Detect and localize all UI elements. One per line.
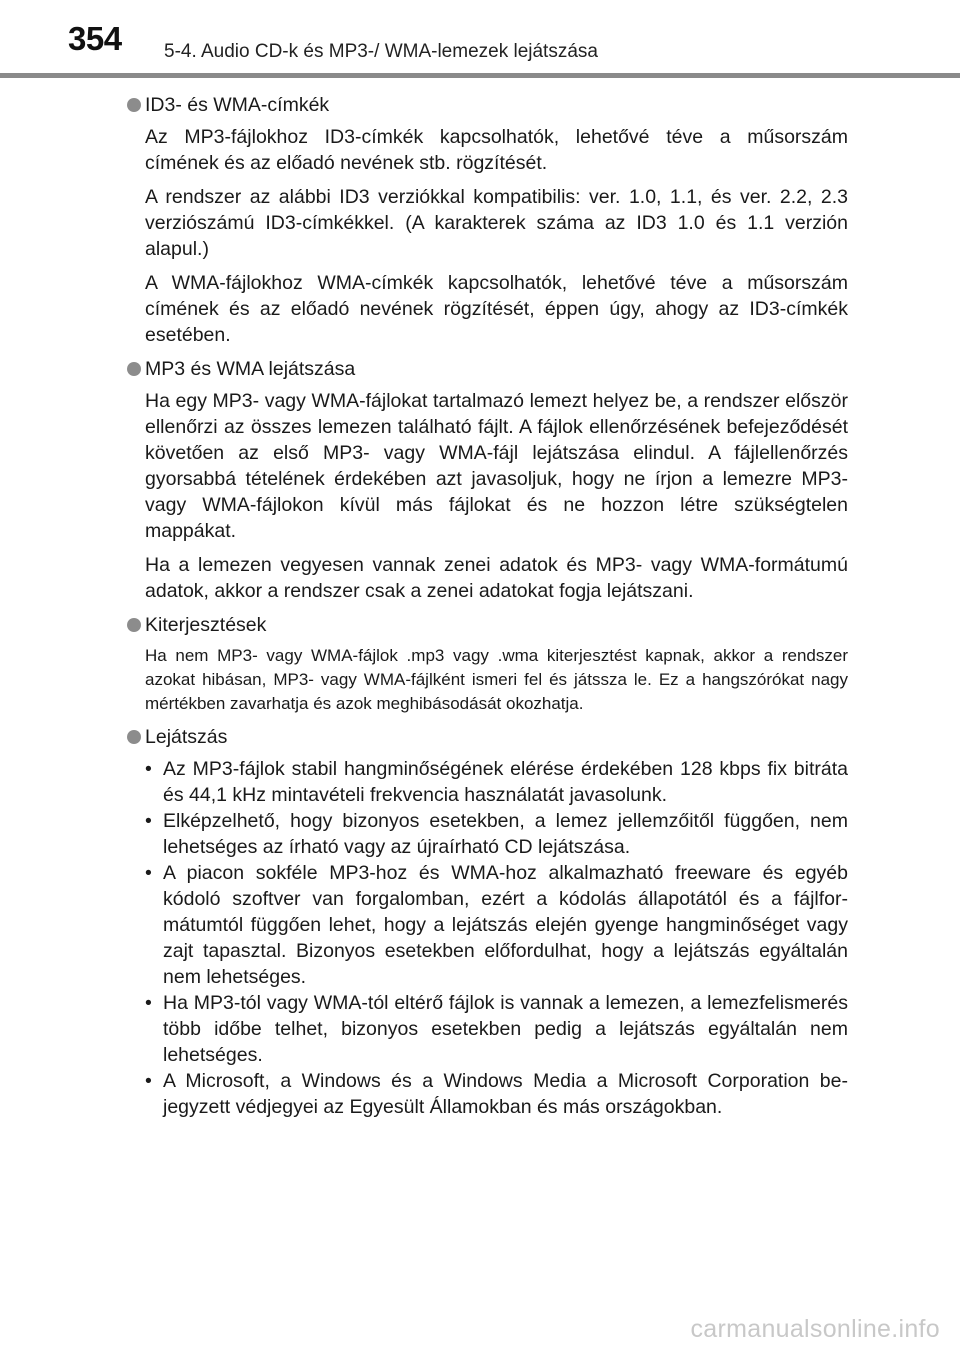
page-header (0, 0, 960, 78)
section-id3-wma-tags (111, 92, 848, 348)
paragraph: Ha a lemezen vegyesen vannak zenei adatok és MP3- vagy WMA-formátumú adatok, akkor a rendszer csak a zenei adatokat fogja lejátszani. (145, 554, 848, 602)
list-item-text: Elképzelhető, hogy bizonyos esetekben, a lemez jellemzőitől függően, nem lehetséges az írható vagy az újraírható CD lejátszása. (163, 810, 848, 858)
section-heading (111, 612, 848, 638)
list-bullet: • (145, 810, 152, 832)
page-content (111, 92, 848, 1128)
paragraph: A WMA-fájlokhoz WMA-címkék kapcsolhatók, lehetővé téve a műsorszám címének és az előadó nevének rögzítését, éppen úgy, ahogy az ID3-címkék esetében. (145, 272, 848, 346)
section-extensions (111, 612, 848, 716)
list-item (145, 1068, 848, 1120)
bullet-dot-icon (127, 362, 141, 376)
section-heading (111, 356, 848, 382)
list-item (145, 860, 848, 990)
section-heading-text: ID3- és WMA-címkék (145, 94, 330, 116)
list-bullet: • (145, 1070, 152, 1092)
list-bullet: • (145, 992, 152, 1014)
section-heading-text: MP3 és WMA lejátszása (145, 358, 356, 380)
list-item (145, 808, 848, 860)
list-item-text: Ha MP3-tól vagy WMA-tól eltérő fájlok is vannak a lemezen, a lemezfelismerés több időbe telhet, bizonyos esetekben pedig a lejátszás egyáltalán nem lehetséges. (163, 992, 848, 1066)
chapter-title: 5-4. Audio CD-k és MP3-/ WMA-lemezek lejátszása (164, 41, 598, 62)
section-heading-text: Kiterjesztések (145, 614, 267, 636)
list-item-text: A Microsoft, a Windows és a Windows Media a Microsoft Corporation bejegyzett védjegyei az Egyesült Államokban és más országokban. (163, 1070, 848, 1118)
bullet-dot-icon (127, 98, 141, 112)
bullet-dot-icon (127, 618, 141, 632)
header-divider (0, 73, 960, 78)
section-heading (111, 92, 848, 118)
watermark: carmanualsonline.info (690, 1315, 940, 1343)
section-mp3-wma-playback (111, 356, 848, 604)
paragraph: Ha egy MP3- vagy WMA-fájlokat tartalmazó lemezt helyez be, a rendszer először ellenőrzi az összes lemezen található fájlt. A fájlok ellenőrzésének befejeződését követően az első MP3- vagy WMA-fájl lejátszása elindul. A fájlellenőrzés gyorsabbá tételének érdekében azt javasoljuk, hogy ne írjon a lemezre MP3- vagy WMA-fájlokon kívül más fájlokat és ne hozzon létre szükségtelen mappákat. (145, 390, 848, 542)
section-playback (111, 724, 848, 1120)
list-bullet: • (145, 862, 152, 884)
bullet-dot-icon (127, 730, 141, 744)
list-item (145, 756, 848, 808)
list-item (145, 990, 848, 1068)
paragraph: Az MP3-fájlokhoz ID3-címkék kapcsolhatók, lehetővé téve a műsorszám címének és az előadó nevének stb. rögzítését. (145, 126, 848, 174)
list-item-text: A piacon sokféle MP3-hoz és WMA-hoz alkalmazható freeware és egyéb kódoló szoftver van forgalomban, ezért a kódolás állapotától és a fájlformátumtól függően lehet, hogy a lejátszás elején gyenge hangminőséget vagy zajt tapasztal. Bizonyos esetekben előfordulhat, hogy a lejátszás egyáltalán nem lehetséges. (163, 862, 848, 988)
list-bullet: • (145, 758, 152, 780)
section-heading-text: Lejátszás (145, 726, 228, 748)
paragraph: A rendszer az alábbi ID3 verziókkal kompatibilis: ver. 1.0, 1.1, és ver. 2.2, 2.3 verziószámú ID3-címkékkel. (A karakterek száma az ID3 1.0 és 1.1 verzión alapul.) (145, 186, 848, 260)
section-heading (111, 724, 848, 750)
caution-paragraph: Ha nem MP3- vagy WMA-fájlok .mp3 vagy .wma kiterjesztést kapnak, akkor a rendszer azokat hibásan, MP3- vagy WMA-fájlként ismeri fel és játssza le. Ez a hangszórókat nagy mértékben zavarhatja és azok meghibásodását okozhatja. (145, 646, 848, 713)
page-number: 354 (68, 20, 122, 57)
bullet-list (145, 756, 848, 1120)
list-item-text: Az MP3-fájlok stabil hangminőségének elérése érdekében 128 kbps fix bitráta és 44,1 kHz mintavételi frekvencia használatát javasolunk. (163, 758, 848, 806)
